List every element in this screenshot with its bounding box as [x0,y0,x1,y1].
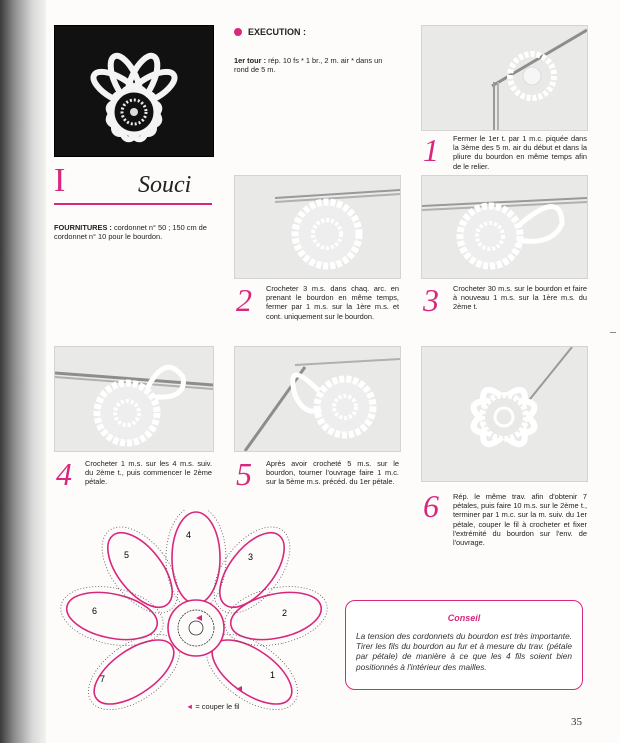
step-4-photo [54,346,214,452]
step-1-number: 1 [423,132,439,168]
bullet-dot-icon [234,28,242,36]
step-4-number: 4 [56,456,72,492]
tour1-label: 1er tour : [234,56,267,65]
fournitures-label: FOURNITURES : [54,223,112,232]
tour1-text: rép. 10 fs * 1 br., 2 m. air * dans un rond de 5 m. [234,56,383,75]
step-5-number: 5 [236,456,252,492]
step-2-photo [234,175,401,279]
crochet-chart-diagram [56,510,336,710]
page-number: 35 [571,716,582,728]
step-5-text: Après avoir crocheté 5 m.s. sur le bourdon, tourner l'ouvrage faire 1 m.c. sur la 5ème m.s. précéd. du 1er pétale. [266,459,399,487]
conseil-box [345,600,583,690]
step-6-number: 6 [423,488,439,524]
step-1-text: Fermer le 1er t. par 1 m.c. piquée dans la 3ème des 5 m. air du début et dans la pliure du bourdon en même temps afin de le relier. [453,134,587,171]
step-2-text: Crocheter 3 m.s. dans chaq. arc. en prenant le bourdon en même temps, fermer par 1 m.s. sur la 1ère m.s. et cont. uniquement sur le bourdon. [266,284,399,321]
pattern-title: Souci [138,172,192,198]
petal-label-7: 7 [100,674,106,684]
execution-label: EXECUTION : [248,27,307,37]
step-3-text: Crocheter 30 m.s. sur le bourdon et faire à nouveau 1 m.s. sur la 1ère m.s. du 2ème t. [453,284,587,312]
tour1-block [234,56,399,74]
title-rule [54,203,212,205]
step-6-photo [421,346,588,482]
step-3-photo [421,175,588,279]
execution-heading [234,27,306,37]
step-1-photo [421,25,588,131]
petal-label-4: 4 [186,530,192,540]
step-2-number: 2 [236,282,252,318]
step-6-text: Rép. le même trav. afin d'obtenir 7 pétales, puis faire 10 m.s. sur le 2ème t., terminer par 1 m.c. sur la m. suiv. du 1er pétale, couper le fil à crocheter et fixer l'extrémité du bourdon sur l'env. de l'ouvrage. [453,492,587,548]
step-5-photo [234,346,401,452]
margin-mark [610,332,616,333]
petal-label-2: 2 [282,608,288,618]
book-spine-shadow [0,0,46,743]
fournitures-block [54,223,214,241]
conseil-title: Conseil [447,613,481,623]
conseil-text: La tension des cordonnets du bourdon est très importante. Tirer les fils du bourdon au fur et à mesure du trav. (pétale par pétale) de manière à ce que les 4 fils soient bien positionnés à l'intérieur des mailles. [356,631,572,672]
legend-text: = couper le fil [195,702,240,711]
petal-label-5: 5 [124,550,130,560]
finished-motif-photo [54,25,214,157]
petal-label-6: 6 [92,606,98,616]
step-3-number: 3 [423,282,439,318]
pattern-number: I [54,162,66,199]
cut-thread-arrow-icon: ◄ [186,702,194,711]
fournitures-text: cordonnet n° 50 ; 150 cm de cordonnet n° 10 pour le bourdon. [54,223,207,242]
petal-label-3: 3 [248,552,254,562]
petal-label-1: 1 [270,670,276,680]
diagram-legend [186,702,240,711]
step-4-text: Crocheter 1 m.s. sur les 4 m.s. suiv. du 2ème t., puis commencer le 2ème pétale. [85,459,212,487]
